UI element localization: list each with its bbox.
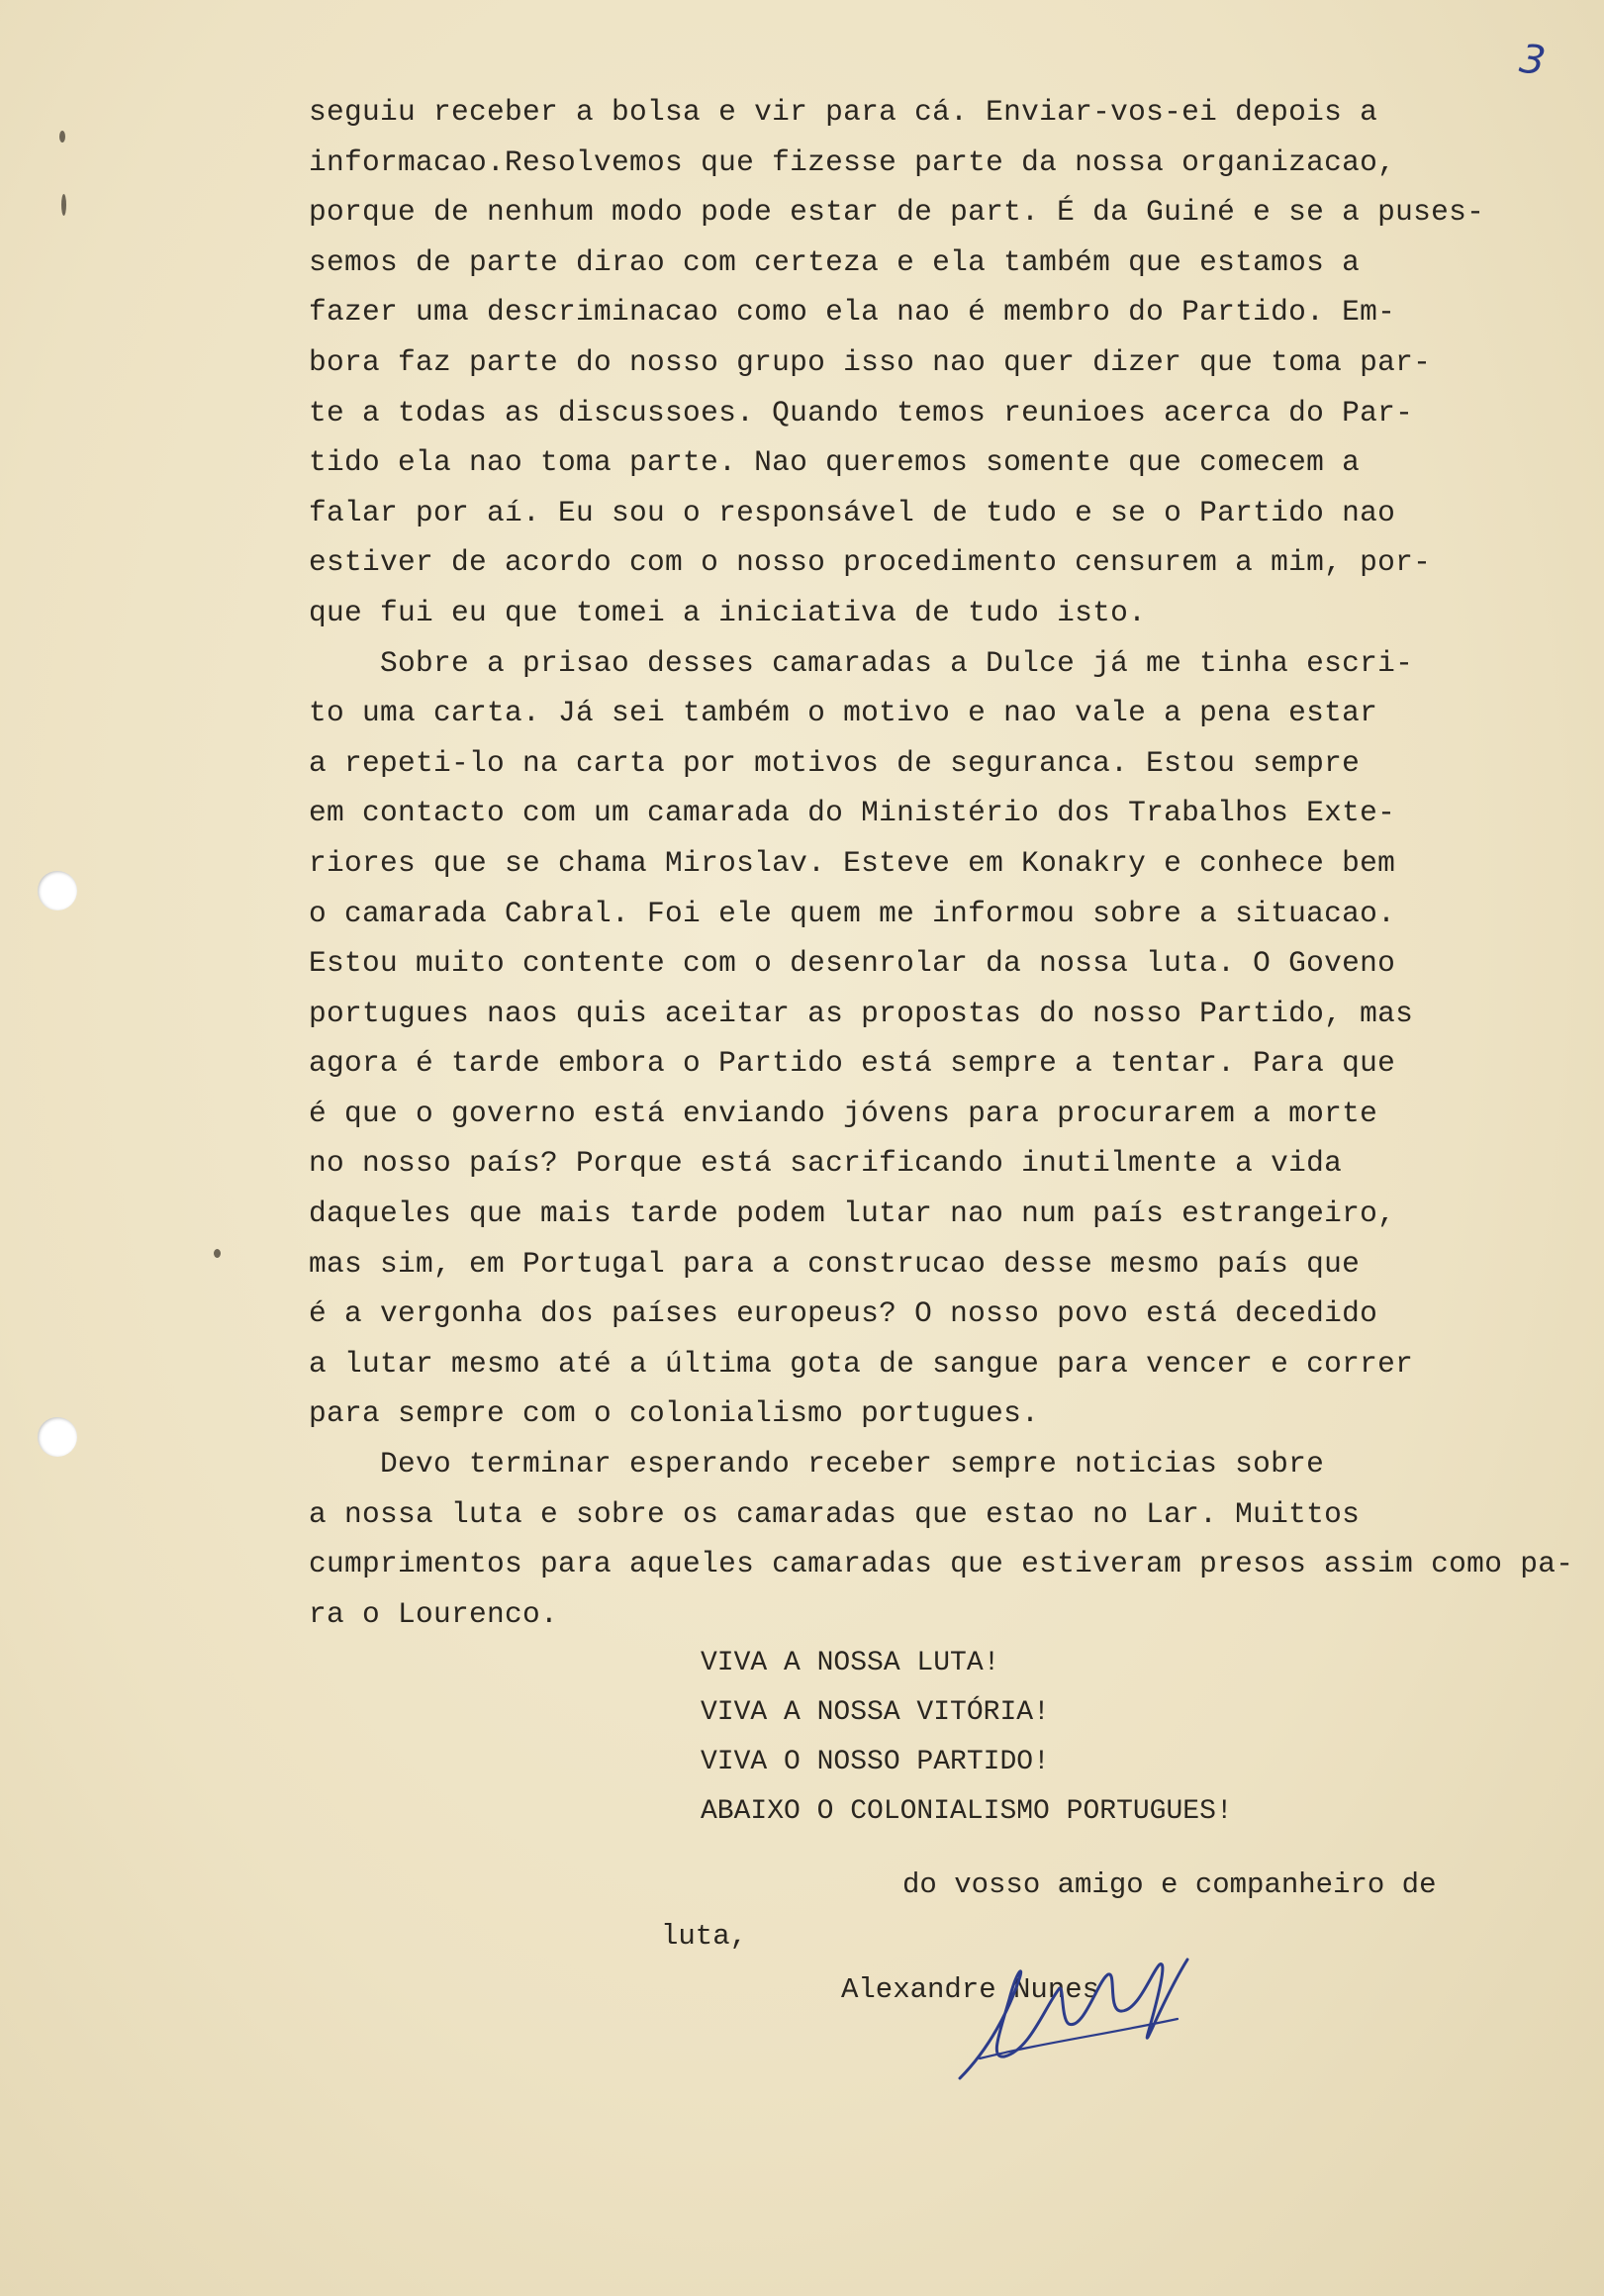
text-line: porque de nenhum modo pode estar de part. É da Guiné e se a puses-: [309, 195, 1485, 230]
paragraph-1: [309, 87, 1595, 638]
signer-name: Alexandre Nunes: [841, 1973, 1100, 2006]
closing-line: do vosso amigo e companheiro de: [902, 1868, 1437, 1901]
slogan-line: ABAIXO O COLONIALISMO PORTUGUES!: [701, 1796, 1233, 1827]
text-line: para sempre com o colonialismo portugues.: [309, 1396, 1040, 1431]
text-line: bora faz parte do nosso grupo isso nao quer dizer que toma par-: [309, 344, 1432, 379]
text-line: em contacto com um camarada do Ministério dos Trabalhos Exte-: [309, 796, 1396, 830]
text-line: semos de parte dirao com certeza e ela também que estamos a: [309, 244, 1361, 279]
paragraph-2: [309, 638, 1595, 1440]
text-line: to uma carta. Já sei também o motivo e nao vale a pena estar: [309, 696, 1378, 730]
text-line: ra o Lourenco.: [309, 1596, 559, 1631]
punch-hole-upper: [38, 871, 77, 910]
text-line: agora é tarde embora o Partido está sempre a tentar. Para que: [309, 1046, 1396, 1081]
text-line: tido ela nao toma parte. Nao queremos somente que comecem a: [309, 445, 1361, 480]
paper-speck: [61, 194, 66, 216]
text-line: a lutar mesmo até a última gota de sangue para vencer e correr: [309, 1346, 1414, 1381]
text-line: informacao.Resolvemos que fizesse parte da nossa organizacao,: [309, 144, 1396, 179]
text-line: riores que se chama Miroslav. Esteve em Konakry e conhece bem: [309, 845, 1396, 880]
slogan-line: VIVA A NOSSA VITÓRIA!: [701, 1697, 1050, 1728]
text-line: seguiu receber a bolsa e vir para cá. Enviar-vos-ei depois a: [309, 95, 1378, 129]
text-line: daqueles que mais tarde podem lutar nao num país estrangeiro,: [309, 1196, 1396, 1231]
text-line: Estou muito contente com o desenrolar da nossa luta. O Goveno: [309, 946, 1396, 981]
text-line: estiver de acordo com o nosso procedimento censurem a mim, por-: [309, 545, 1432, 580]
text-line: te a todas as discussoes. Quando temos reunioes acerca do Par-: [309, 395, 1414, 430]
punch-hole-lower: [38, 1417, 77, 1457]
text-line: mas sim, em Portugal para a construcao desse mesmo país que: [309, 1246, 1361, 1281]
text-line: é a vergonha dos países europeus? O nosso povo está decedido: [309, 1296, 1378, 1331]
closing-continuation: luta,: [661, 1920, 748, 1953]
text-line: a nossa luta e sobre os camaradas que estao no Lar. Muittos: [309, 1496, 1361, 1531]
letter-body: [309, 87, 1595, 1639]
text-line: no nosso país? Porque está sacrificando inutilmente a vida: [309, 1146, 1343, 1181]
text-line: cumprimentos para aqueles camaradas que estiveram presos assim como pa-: [309, 1547, 1574, 1581]
text-line: é que o governo está enviando jóvens para procurarem a morte: [309, 1096, 1378, 1130]
text-line: Sobre a prisao desses camaradas a Dulce já me tinha escri-: [309, 645, 1414, 680]
text-line: Devo terminar esperando receber sempre noticias sobre: [309, 1447, 1325, 1482]
text-line: o camarada Cabral. Foi ele quem me informou sobre a situacao.: [309, 896, 1396, 930]
text-line: que fui eu que tomei a iniciativa de tudo isto.: [309, 595, 1147, 629]
text-line: falar por aí. Eu sou o responsável de tudo e se o Partido nao: [309, 495, 1396, 529]
page-number: 3: [1516, 36, 1549, 85]
text-line: fazer uma descriminacao como ela nao é membro do Partido. Em-: [309, 295, 1396, 330]
paragraph-3: [309, 1439, 1595, 1639]
text-line: a repeti-lo na carta por motivos de seguranca. Estou sempre: [309, 745, 1361, 780]
slogan-line: VIVA O NOSSO PARTIDO!: [701, 1747, 1050, 1777]
handwritten-signature: [950, 1940, 1217, 2088]
slogans-block: [701, 1639, 1233, 1837]
slogan-line: VIVA A NOSSA LUTA!: [701, 1648, 1000, 1678]
paper-speck: [59, 131, 65, 143]
text-line: portugues naos quis aceitar as propostas do nosso Partido, mas: [309, 996, 1414, 1030]
paper-speck: [214, 1249, 221, 1258]
